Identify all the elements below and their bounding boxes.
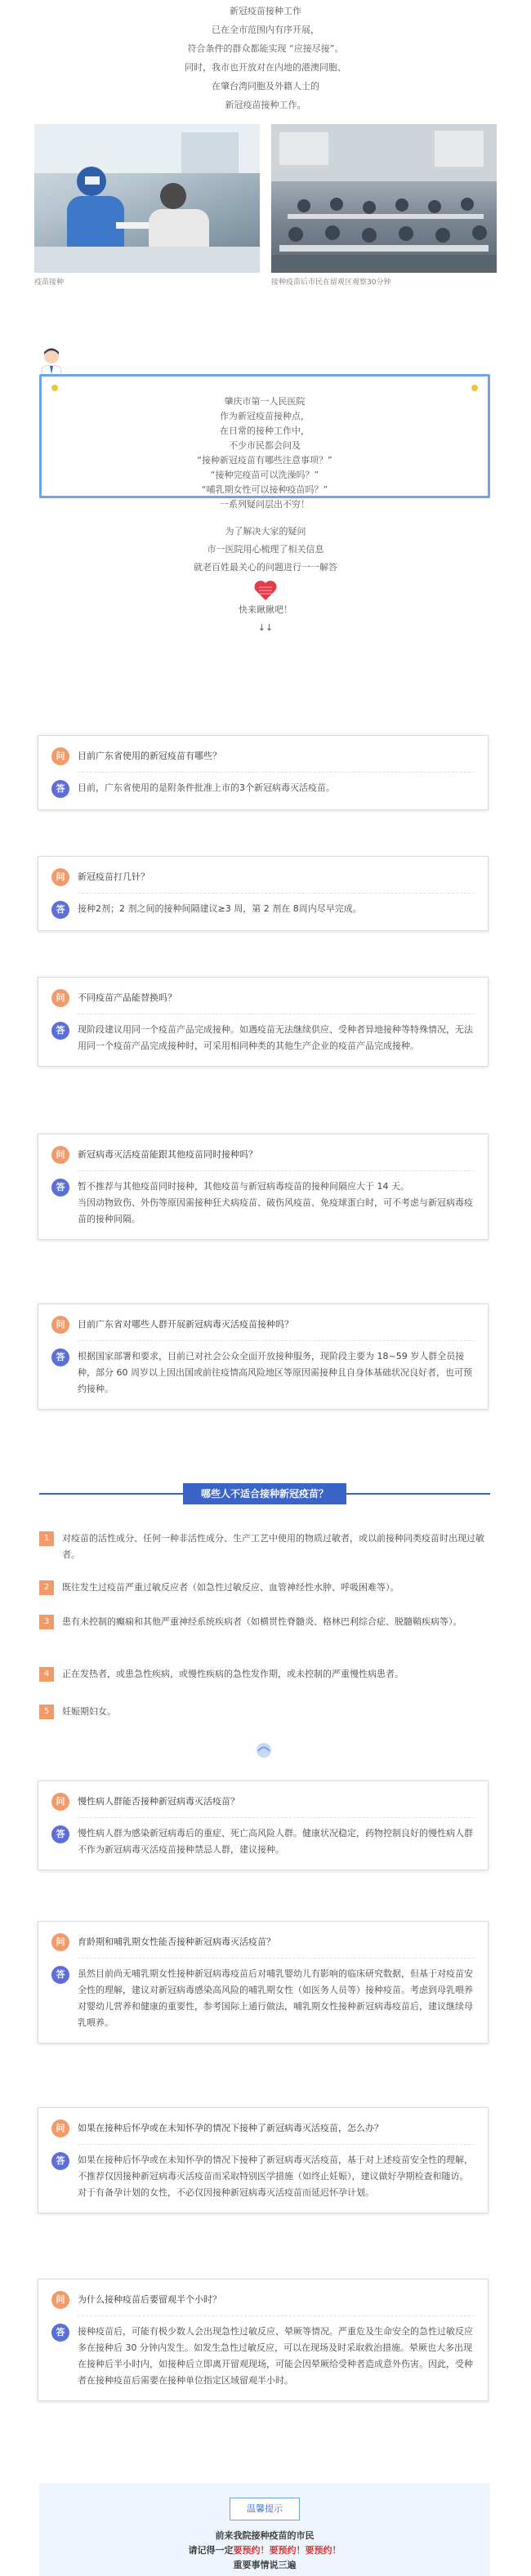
mid-line: 为了解决大家的疑问 bbox=[225, 526, 306, 537]
list-number: 3 bbox=[39, 1615, 54, 1629]
notice-line: 不少市民都会问及 bbox=[229, 440, 301, 451]
heart-icon bbox=[254, 580, 277, 601]
tip-badge: 温馨提示 bbox=[230, 2498, 300, 2520]
qa-card bbox=[38, 856, 489, 931]
swirl-divider-icon bbox=[253, 1741, 274, 1759]
list-item bbox=[39, 1614, 497, 1630]
tip-line: 前来我院接种疫苗的市民 bbox=[215, 2530, 315, 2541]
photo-row bbox=[0, 114, 531, 287]
answer-text: 接种2剂；2 剂之间的接种间隔建议≥3 周，第 2 剂在 8周内尽早完成。 bbox=[78, 903, 362, 914]
tip-line-emphasis: 要预约！要预约！要预约！ bbox=[233, 2545, 341, 2556]
dot-icon bbox=[471, 385, 478, 391]
answer-text: 慢性病人群为感染新冠病毒后的重症、死亡高风险人群。健康状况稳定，药物控制良好的慢性病人群不作为新冠病毒灭活疫苗接种禁忌人群，建议接种。 bbox=[78, 1828, 473, 1855]
question-text: 慢性病人群能否接种新冠病毒灭活疫苗？ bbox=[78, 1796, 239, 1807]
qa-card bbox=[38, 2107, 489, 2213]
intro-line: 符合条件的群众都能实现 “应接尽接”。 bbox=[187, 43, 344, 54]
answer-badge: 答 bbox=[51, 1825, 69, 1843]
notice-line: 在日常的接种工作中， bbox=[220, 426, 310, 436]
question-text: 不同疫苗产品能替换吗？ bbox=[78, 992, 176, 1003]
mid-line: 市一医院用心梳理了相关信息 bbox=[207, 544, 324, 555]
answer-badge: 答 bbox=[51, 2152, 69, 2170]
list-number: 2 bbox=[39, 1580, 54, 1595]
list-text: 正在发热者，或患急性疾病，或慢性疾病的急性发作期，或未控制的严重慢性病患者。 bbox=[62, 1669, 404, 1679]
question-badge: 问 bbox=[51, 1316, 69, 1334]
question-badge: 问 bbox=[51, 747, 69, 765]
section-header bbox=[39, 1483, 490, 1504]
answer-text: 暂不推荐与其他疫苗同时接种，其他疫苗与新冠病毒疫苗的接种间隔应大于 14 天。 当因动物致伤、外伤等原因需接种狂犬病疫苗、破伤风疫苗、免疫球蛋白时，可不考虑与新冠病毒疫苗的接种间隔。 bbox=[78, 1181, 473, 1224]
mid-thanks: 快来瞅瞅吧！ bbox=[239, 604, 292, 615]
intro-line: 在肇台湾同胞及外籍人士的 bbox=[212, 81, 319, 91]
intro-line: 同时，我市也开放对在内地的港澳同胞、 bbox=[185, 62, 346, 73]
observation-photo bbox=[271, 124, 497, 273]
notice-box bbox=[39, 374, 490, 510]
notice-line: “哺乳期女性可以接种疫苗吗？” bbox=[201, 484, 328, 495]
intro-line: 新冠疫苗接种工作 bbox=[230, 6, 301, 16]
mid-line: 就老百姓最关心的问题进行一一解答 bbox=[194, 562, 337, 573]
qa-card bbox=[38, 2279, 489, 2401]
answer-text: 接种疫苗后，可能有极少数人会出现急性过敏反应、晕厥等情况。严重危及生命安全的急性过敏反应多在接种后 30 分钟内发生。如发生急性过敏反应，可以在现场及时采取救治措施。晕厥也大多出现在接种后半小时内，如接种后立即离开留观现场，可能会因晕厥给受种者造成意外伤害。因此，受种者在接种疫苗后需要在接种单位指定区域留观半小时。 bbox=[78, 2326, 473, 2386]
answer-badge: 答 bbox=[51, 1179, 69, 1197]
answer-text: 如果在接种后怀孕或在未知怀孕的情况下接种了新冠病毒灭活疫苗，基于对上述疫苗安全性的理解，不推荐仅因接种新冠病毒灭活疫苗而采取特别医学措施（如终止妊娠），建议做好孕期检查和随访。对于有备孕计划的女性，不必仅因接种新冠病毒灭活疫苗而延迟怀孕计划。 bbox=[78, 2155, 473, 2198]
answer-badge: 答 bbox=[51, 1348, 69, 1366]
tip-box bbox=[39, 2483, 490, 2576]
list-number: 5 bbox=[39, 1705, 54, 1719]
list-text: 既往发生过疫苗严重过敏反应者（如急性过敏反应、血管神经性水肿、呼吸困难等）。 bbox=[62, 1582, 399, 1593]
list-text: 妊娠期妇女。 bbox=[62, 1706, 116, 1717]
qa-card bbox=[38, 1304, 489, 1410]
list-text: 患有未控制的癫痫和其他严重神经系统疾病者（如横贯性脊髓炎、格林巴利综合症、脱髓鞘疾病等）。 bbox=[62, 1616, 462, 1627]
question-badge: 问 bbox=[51, 1793, 69, 1811]
photo-caption: 接种疫苗后市民在留观区观察30分钟 bbox=[271, 279, 391, 287]
tip-line bbox=[39, 2543, 490, 2558]
photo-caption: 疫苗接种 bbox=[34, 279, 65, 287]
notice-line: 一系列疑问层出不穷！ bbox=[220, 499, 310, 510]
photo-observation bbox=[271, 124, 497, 287]
question-text: 目前广东省对哪些人群开展新冠病毒灭活疫苗接种吗？ bbox=[78, 1319, 293, 1330]
question-text: 新冠病毒灭活疫苗能跟其他疫苗同时接种吗？ bbox=[78, 1149, 257, 1160]
observation-scene-icon bbox=[271, 124, 497, 273]
list-item bbox=[39, 1531, 497, 1563]
question-badge: 问 bbox=[51, 989, 69, 1007]
intro-callout bbox=[0, 523, 531, 637]
notice-line: “接种新冠疫苗有哪些注意事项？” bbox=[197, 455, 332, 466]
photo-vaccination bbox=[34, 124, 260, 287]
answer-badge: 答 bbox=[51, 1022, 69, 1040]
answer-badge: 答 bbox=[51, 780, 69, 798]
list-number: 4 bbox=[39, 1667, 54, 1682]
question-badge: 问 bbox=[51, 1933, 69, 1951]
answer-badge: 答 bbox=[51, 2324, 69, 2342]
question-text: 如果在接种后怀孕或在未知怀孕的情况下接种了新冠病毒灭活疫苗，怎么办？ bbox=[78, 2123, 383, 2133]
qa-card bbox=[38, 977, 489, 1067]
answer-text: 虽然目前尚无哺乳期女性接种新冠病毒疫苗后对哺乳婴幼儿有影响的临床研究数据，但基于对疫苗安全性的理解，建议对新冠病毒感染高风险的哺乳期女性（如医务人员等）接种疫苗。考虑到母乳喂养对婴幼儿营养和健康的重要性，参考国际上通行做法，哺乳期女性接种新冠病毒疫苗后，建议继续母乳喂养。 bbox=[78, 1968, 473, 2028]
question-text: 为什么接种疫苗后要留观半个小时？ bbox=[78, 2294, 221, 2305]
notice-line: 作为新冠疫苗接种点， bbox=[220, 411, 310, 421]
vaccination-photo bbox=[34, 124, 260, 273]
intro-line: 新冠疫苗接种工作。 bbox=[225, 100, 306, 110]
notice-line: 肇庆市第一人民医院 bbox=[224, 396, 306, 407]
notice-line: “接种完疫苗可以洗澡吗？” bbox=[210, 470, 319, 480]
answer-badge: 答 bbox=[51, 1966, 69, 1984]
qa-card bbox=[38, 1134, 489, 1240]
list-item bbox=[39, 1666, 497, 1682]
question-text: 新冠疫苗打几针？ bbox=[78, 871, 149, 882]
question-badge: 问 bbox=[51, 2119, 69, 2137]
answer-text: 根据国家部署和要求，目前已对社会公众全面开放接种服务，现阶段主要为 18~59 岁人群全员接种，部分 60 周岁以上因出国或前往疫情高风险地区等原因需接种且自身体基础状况良好者，也可预约接种。 bbox=[78, 1351, 472, 1394]
qa-card bbox=[38, 1921, 489, 2043]
intro-text bbox=[0, 0, 531, 114]
answer-badge: 答 bbox=[51, 901, 69, 919]
section-title: 哪些人不适合接种新冠疫苗？ bbox=[183, 1483, 346, 1504]
list-text: 对疫苗的活性成分、任何一种非活性成分、生产工艺中使用的物质过敏者，或以前接种同类疫苗时出现过敏者。 bbox=[62, 1533, 484, 1560]
qa-card bbox=[38, 735, 489, 810]
list-item bbox=[39, 1704, 497, 1720]
mid-arrows: ↓↓ bbox=[257, 622, 274, 633]
question-text: 育龄期和哺乳期女性能否接种新冠病毒灭活疫苗？ bbox=[78, 1936, 275, 1947]
list-item bbox=[39, 1580, 497, 1596]
list-number: 1 bbox=[39, 1531, 54, 1546]
qa-card bbox=[38, 1780, 489, 1870]
answer-text: 目前，广东省使用的是附条件批准上市的3个新冠病毒灭活疫苗。 bbox=[78, 782, 335, 793]
tip-line-prefix: 请记得一定 bbox=[188, 2545, 234, 2556]
question-text: 目前广东省使用的新冠疫苗有哪些？ bbox=[78, 751, 221, 761]
question-badge: 问 bbox=[51, 868, 69, 886]
dot-icon bbox=[51, 385, 58, 391]
answer-text: 现阶段建议用同一个疫苗产品完成接种。如遇疫苗无法继续供应、受种者异地接种等特殊情况，无法用同一个疫苗产品完成接种时，可采用相同种类的其他生产企业的疫苗产品完成接种。 bbox=[78, 1024, 473, 1051]
vaccination-scene-icon bbox=[34, 124, 260, 273]
intro-line: 已在全市范围内有序开展， bbox=[212, 25, 319, 35]
tip-line: 重要事情说三遍 bbox=[233, 2560, 297, 2570]
question-badge: 问 bbox=[51, 1146, 69, 1164]
question-badge: 问 bbox=[51, 2291, 69, 2309]
